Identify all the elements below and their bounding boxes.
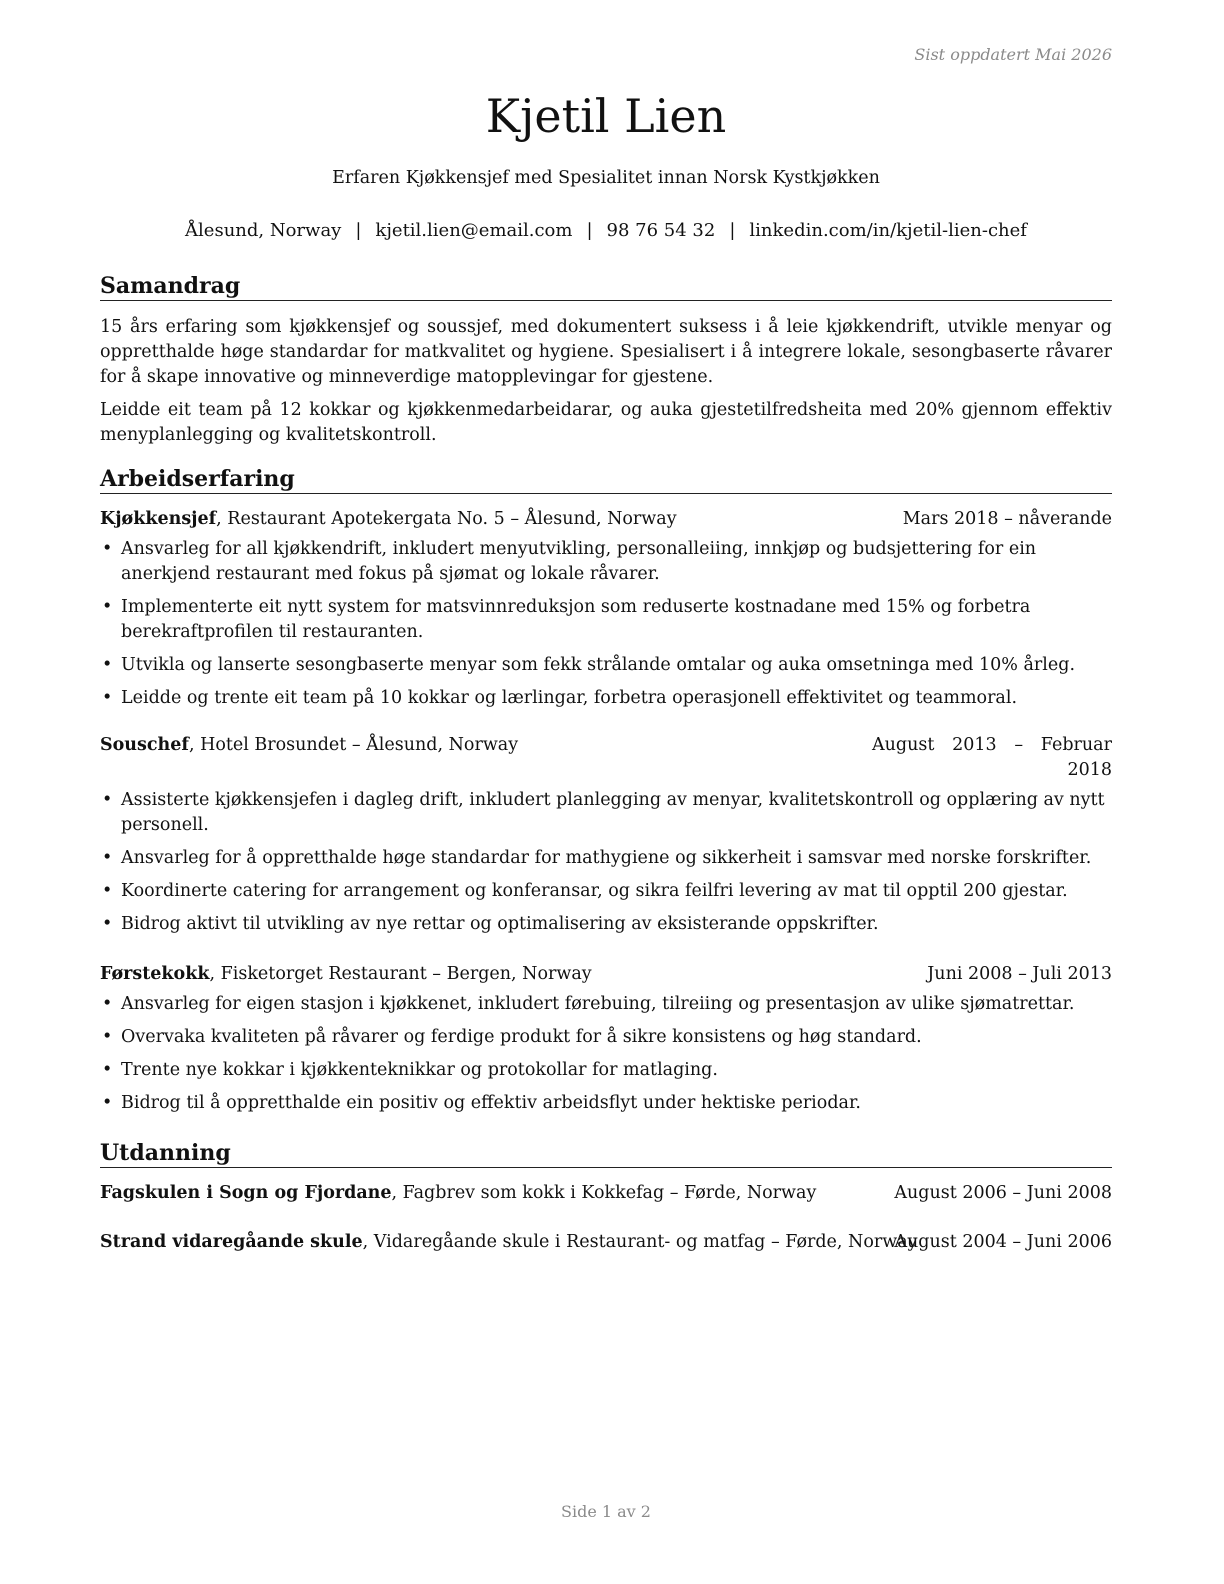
contact-line — [100, 220, 1112, 241]
job-employer: , Hotel Brosundet – Ålesund, Norway — [188, 735, 519, 755]
education-school: Strand vidaregåande skule — [100, 1232, 363, 1252]
list-item: • Overvaka kvaliteten på råvarer og ferdige produkt for å sikre konsistens og høg standard. — [102, 1027, 922, 1047]
list-item: • Bidrog til å oppretthalde ein positiv og effektiv arbeidsflyt under hektiske periodar. — [102, 1093, 861, 1113]
list-item: • Ansvarleg for å oppretthalde høge standardar for mathygiene og sikkerheit i samsvar med norske forskrifter. — [102, 848, 1092, 868]
contact-separator: | — [586, 220, 593, 241]
education-school: Fagskulen i Sogn og Fjordane — [100, 1183, 392, 1203]
experience-title: Arbeidserfaring — [100, 465, 1112, 494]
summary-paragraph: 15 års erfaring som kjøkkensjef og soussjef, med dokumentert suksess i å leie kjøkkendrift, utvikle menyar og oppretthalde høge standardar for matkvalitet og hygiene. Spesialisert i å integrere lokale, sesongbaserte råvarer for å skape innovative og minneverdige matopplevingar for gjestene. — [100, 317, 1112, 387]
job-dates: Mars 2018 – nåverande — [902, 509, 1112, 529]
list-item: • Koordinerte catering for arrangement og konferansar, og sikra feilfri levering av mat til opptil 200 gjestar. — [102, 881, 1068, 901]
summary-title: Samandrag — [100, 272, 1112, 301]
job-role: Kjøkkensjef — [100, 509, 217, 529]
contact-email[interactable]: kjetil.lien@email.com — [375, 220, 573, 241]
job-header — [100, 733, 1112, 783]
list-item: • Utvikla og lanserte sesongbaserte menyar som fekk strålande omtalar og auka omsetninga med 10% årleg. — [102, 655, 1076, 675]
education-detail: , Fagbrev som kokk i Kokkefag – Førde, Norway — [391, 1183, 817, 1203]
contact-separator: | — [729, 220, 736, 241]
resume-page — [100, 0, 1112, 1584]
list-item: • Bidrog aktivt til utvikling av nye rettar og optimalisering av eksisterande oppskrifter. — [102, 914, 879, 934]
summary-paragraph: Leidde eit team på 12 kokkar og kjøkkenmedarbeidarar, og auka gjestetilfredsheita med 20% gjennom effektiv menyplanlegging og kvalitetskontroll. — [100, 400, 1112, 445]
list-item: • Ansvarleg for all kjøkkendrift, inkludert menyutvikling, personalleiing, innkjøp og budsjettering for ein anerkjend restaurant med fokus på sjømat og lokale råvarer. — [102, 539, 1037, 584]
education-detail: , Vidaregåande skule i Restaurant- og matfag – Førde, Norway — [362, 1232, 918, 1252]
list-item: • Ansvarleg for eigen stasjon i kjøkkenet, inkludert førebuing, tilreiing og presentasjon av ulike sjømatrettar. — [102, 994, 1075, 1014]
contact-location: Ålesund, Norway — [185, 220, 342, 241]
education-dates: August 2004 – Juni 2006 — [894, 1232, 1112, 1252]
contact-phone: 98 76 54 32 — [606, 220, 716, 241]
education-title: Utdanning — [100, 1139, 1112, 1168]
job-role: Souschef — [100, 735, 189, 755]
contact-separator: | — [355, 220, 362, 241]
tagline: Erfaren Kjøkkensjef med Spesialitet innan Norsk Kystkjøkken — [332, 168, 880, 188]
list-item: • Assisterte kjøkkensjefen i dagleg drift, inkludert planlegging av menyar, kvalitetskontroll og opplæring av nytt personell. — [102, 790, 1105, 835]
candidate-name: Kjetil Lien — [485, 89, 727, 143]
job-dates: August 2013 – Februar 2018 — [872, 735, 1112, 780]
job-bullets — [100, 537, 1112, 719]
list-item: • Trente nye kokkar i kjøkkenteknikkar og protokollar for matlaging. — [102, 1060, 718, 1080]
last-updated: Sist oppdatert Mai 2026 — [914, 45, 1112, 64]
job-dates: Juni 2008 – Juli 2013 — [927, 964, 1112, 984]
job-role: Førstekokk — [100, 964, 210, 984]
page-number: Side 1 av 2 — [561, 1502, 651, 1521]
job-bullets — [100, 788, 1112, 945]
contact-linkedin[interactable]: linkedin.com/in/kjetil-lien-chef — [749, 220, 1027, 241]
job-employer: , Fisketorget Restaurant – Bergen, Norway — [209, 964, 592, 984]
education-dates: August 2006 – Juni 2008 — [894, 1183, 1112, 1203]
list-item: • Leidde og trente eit team på 10 kokkar og lærlingar, forbetra operasjonell effektivitet og teammoral. — [102, 688, 1018, 708]
job-employer: , Restaurant Apotekergata No. 5 – Ålesund, Norway — [216, 509, 677, 529]
list-item: • Implementerte eit nytt system for matsvinnreduksjon som reduserte kostnadane med 15% og forbetra berekraftprofilen til restauranten. — [102, 597, 1031, 642]
job-bullets — [100, 992, 1112, 1124]
